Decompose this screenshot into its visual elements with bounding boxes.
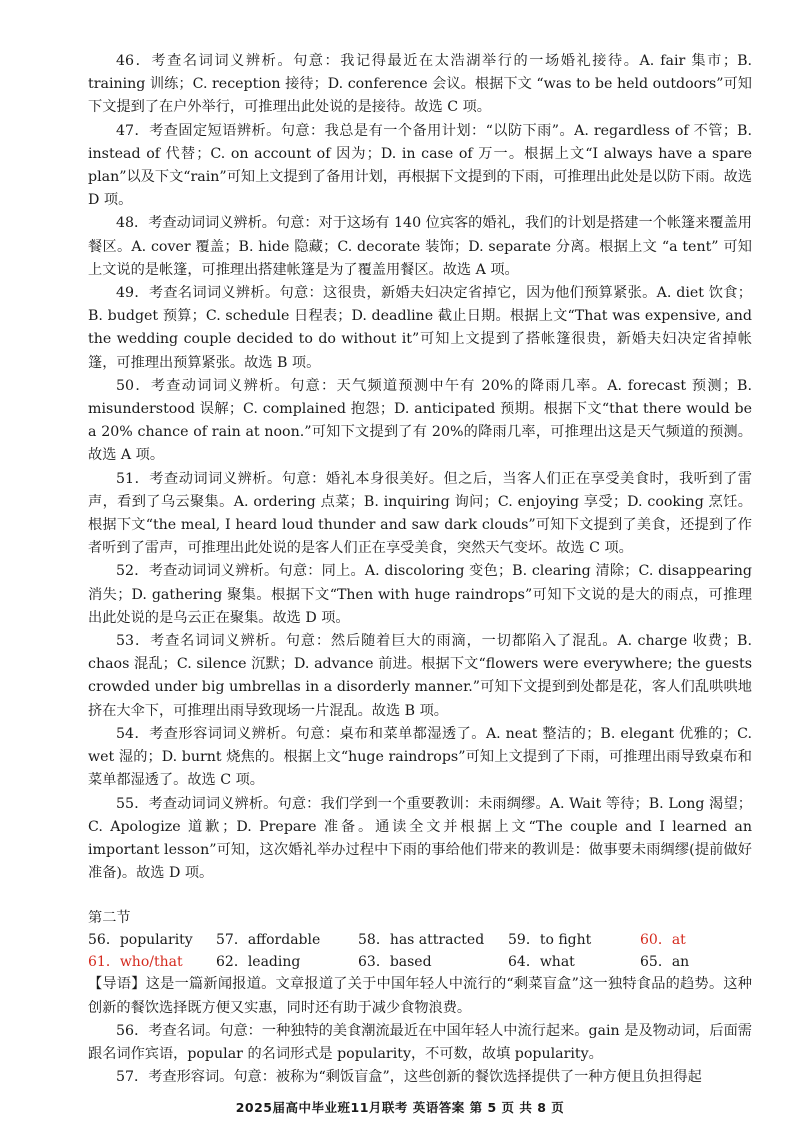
answer-64: 64．what — [508, 954, 575, 971]
explanation-49: 49．考查名词词义辨析。句意：这很贵，新婚夫妇决定省掉它，因为他们预算紧张。A. diet 饮食；B. budget 预算；C. schedule 日程表；D. deadline 截止日期。根据上文“That was expensive, and the wedding couple decided to do without it”可知上文提到了搭帐篷很贵，新婚夫妇决定省掉帐篷，可推理出预算紧张。故选 B 项。 — [88, 285, 752, 371]
answer-63: 63．based — [358, 954, 432, 971]
answer-60: 60．at — [640, 932, 686, 949]
answer-grid — [88, 929, 752, 973]
guide-paragraph: 【导语】这是一篇新闻报道。文章报道了关于中国年轻人中流行的“剩菜盲盒”这一独特食品的趋势。这种创新的餐饮选择既方便又实惠，同时还有助于减少食物浪费。 — [88, 976, 752, 1016]
answer-row-2 — [88, 951, 752, 973]
explanation-50: 50．考查动词词义辨析。句意：天气频道预测中午有 20%的降雨几率。A. forecast 预测；B. misunderstood 误解；C. complained 抱怨；D. anticipated 预期。根据下文“that there would be a 20% chance of rain at noon.”可知下文提到了有 20%的降雨几率，可推理出这是天气频道的预测。故选 A 项。 — [88, 377, 752, 464]
answer-59: 59．to fight — [508, 932, 592, 949]
answer-58: 58．has attracted — [358, 932, 485, 949]
answer-62: 62．leading — [216, 954, 301, 971]
explanation-52: 52．考查动词词义辨析。句意：同上。A. discoloring 变色；B. clearing 清除；C. disappearing 消失；D. gathering 聚集。根据下文“Then with huge raindrops”可知下文说的是大的雨点，可推理出此处说的是乌云正在聚集。故选 D 项。 — [88, 563, 752, 626]
answer-57: 57．affordable — [216, 932, 321, 949]
section-one-explanations — [88, 50, 752, 885]
explanation-57: 57．考查形容词。句意：被称为“剩饭盲盒”，这些创新的餐饮选择提供了一种方便且负担得起 — [116, 1069, 702, 1086]
section-two — [88, 907, 752, 1089]
section-two-title: 第二节 — [88, 910, 131, 927]
explanation-55: 55．考查动词词义辨析。句意：我们学到一个重要教训：未雨绸缪。A. Wait 等待；B. Long 渴望；C. Apologize 道歉；D. Prepare 准备。通读全文并根据上文“The couple and I learned an important lesson”可知，这次婚礼举办过程中下雨的事给他们带来的教训是：做事要未雨绸缪(提前做好准备)。故选 D 项。 — [88, 795, 752, 882]
answer-row-1 — [88, 929, 752, 951]
explanation-56: 56．考查名词。句意：一种独特的美食潮流最近在中国年轻人中流行起来。gain 是及物动词，后面需跟名词作宾语，popular 的名词形式是 popularity，不可数，故填 popularity。 — [88, 1022, 752, 1062]
explanation-53: 53．考查名词词义辨析。句意：然后随着巨大的雨滴，一切都陷入了混乱。A. charge 收费；B. chaos 混乱；C. silence 沉默；D. advance 前进。根据下文“flowers were everywhere; the guests crowded under big umbrellas in a disorderly manner.”可知下文提到到处都是花，客人们乱哄哄地挤在大伞下，可推理出雨导致现场一片混乱。故选 B 项。 — [88, 633, 752, 719]
answer-65: 65．an — [640, 954, 690, 971]
explanation-46: 46．考查名词词义辨析。句意：我记得最近在太浩湖举行的一场婚礼接待。A. fair 集市；B. training 训练；C. reception 接待；D. conference 会议。根据下文 “was to be held outdoors”可知下文提到了在户外举行，可推理出此处说的是接待。故选 C 项。 — [88, 53, 752, 116]
answer-56: 56．popularity — [88, 932, 193, 949]
explanation-47: 47．考查固定短语辨析。句意：我总是有一个备用计划：“以防下雨”。A. regardless of 不管；B. instead of 代替；C. on account of 因为；D. in case of 万一。根据上文“I always have a spare plan”以及下文“rain”可知上文提到了备用计划，再根据下文提到的下雨，可推理出此处是以防下雨。故选 D 项。 — [88, 122, 752, 209]
answer-61: 61．who/that — [88, 954, 183, 971]
explanation-48: 48．考查动词词义辨析。句意：对于这场有 140 位宾客的婚礼，我们的计划是搭建一个帐篷来覆盖用餐区。A. cover 覆盖；B. hide 隐藏；C. decorate 装饰；D. separate 分离。根据上文 “a tent” 可知上文说的是帐篷，可推理出搭建帐篷是为了覆盖用餐区。故选 A 项。 — [88, 215, 752, 278]
explanation-54: 54．考查形容词词义辨析。句意：桌布和菜单都湿透了。A. neat 整洁的；B. elegant 优雅的；C. wet 湿的；D. burnt 烧焦的。根据上文“huge raindrops”可知上文提到了下雨，可推理出雨导致桌布和菜单都湿透了。故选 C 项。 — [88, 725, 752, 789]
page-footer: 2025届高中毕业班11月联考 英语答案 第 5 页 共 8 页 — [235, 1100, 565, 1115]
explanation-51: 51．考查动词词义辨析。句意：婚礼本身很美好。但之后，当客人们正在享受美食时，我听到了雷声，看到了乌云聚集。A. ordering 点菜；B. inquiring 询问；C. enjoying 享受；D. cooking 烹饪。根据下文“the meal, I heard loud thunder and saw dark clouds”可知下文提到了美食，还提到了作者听到了雷声，可推理出此处说的是客人们正在享受美食，突然天气变坏。故选 C 项。 — [88, 470, 752, 557]
